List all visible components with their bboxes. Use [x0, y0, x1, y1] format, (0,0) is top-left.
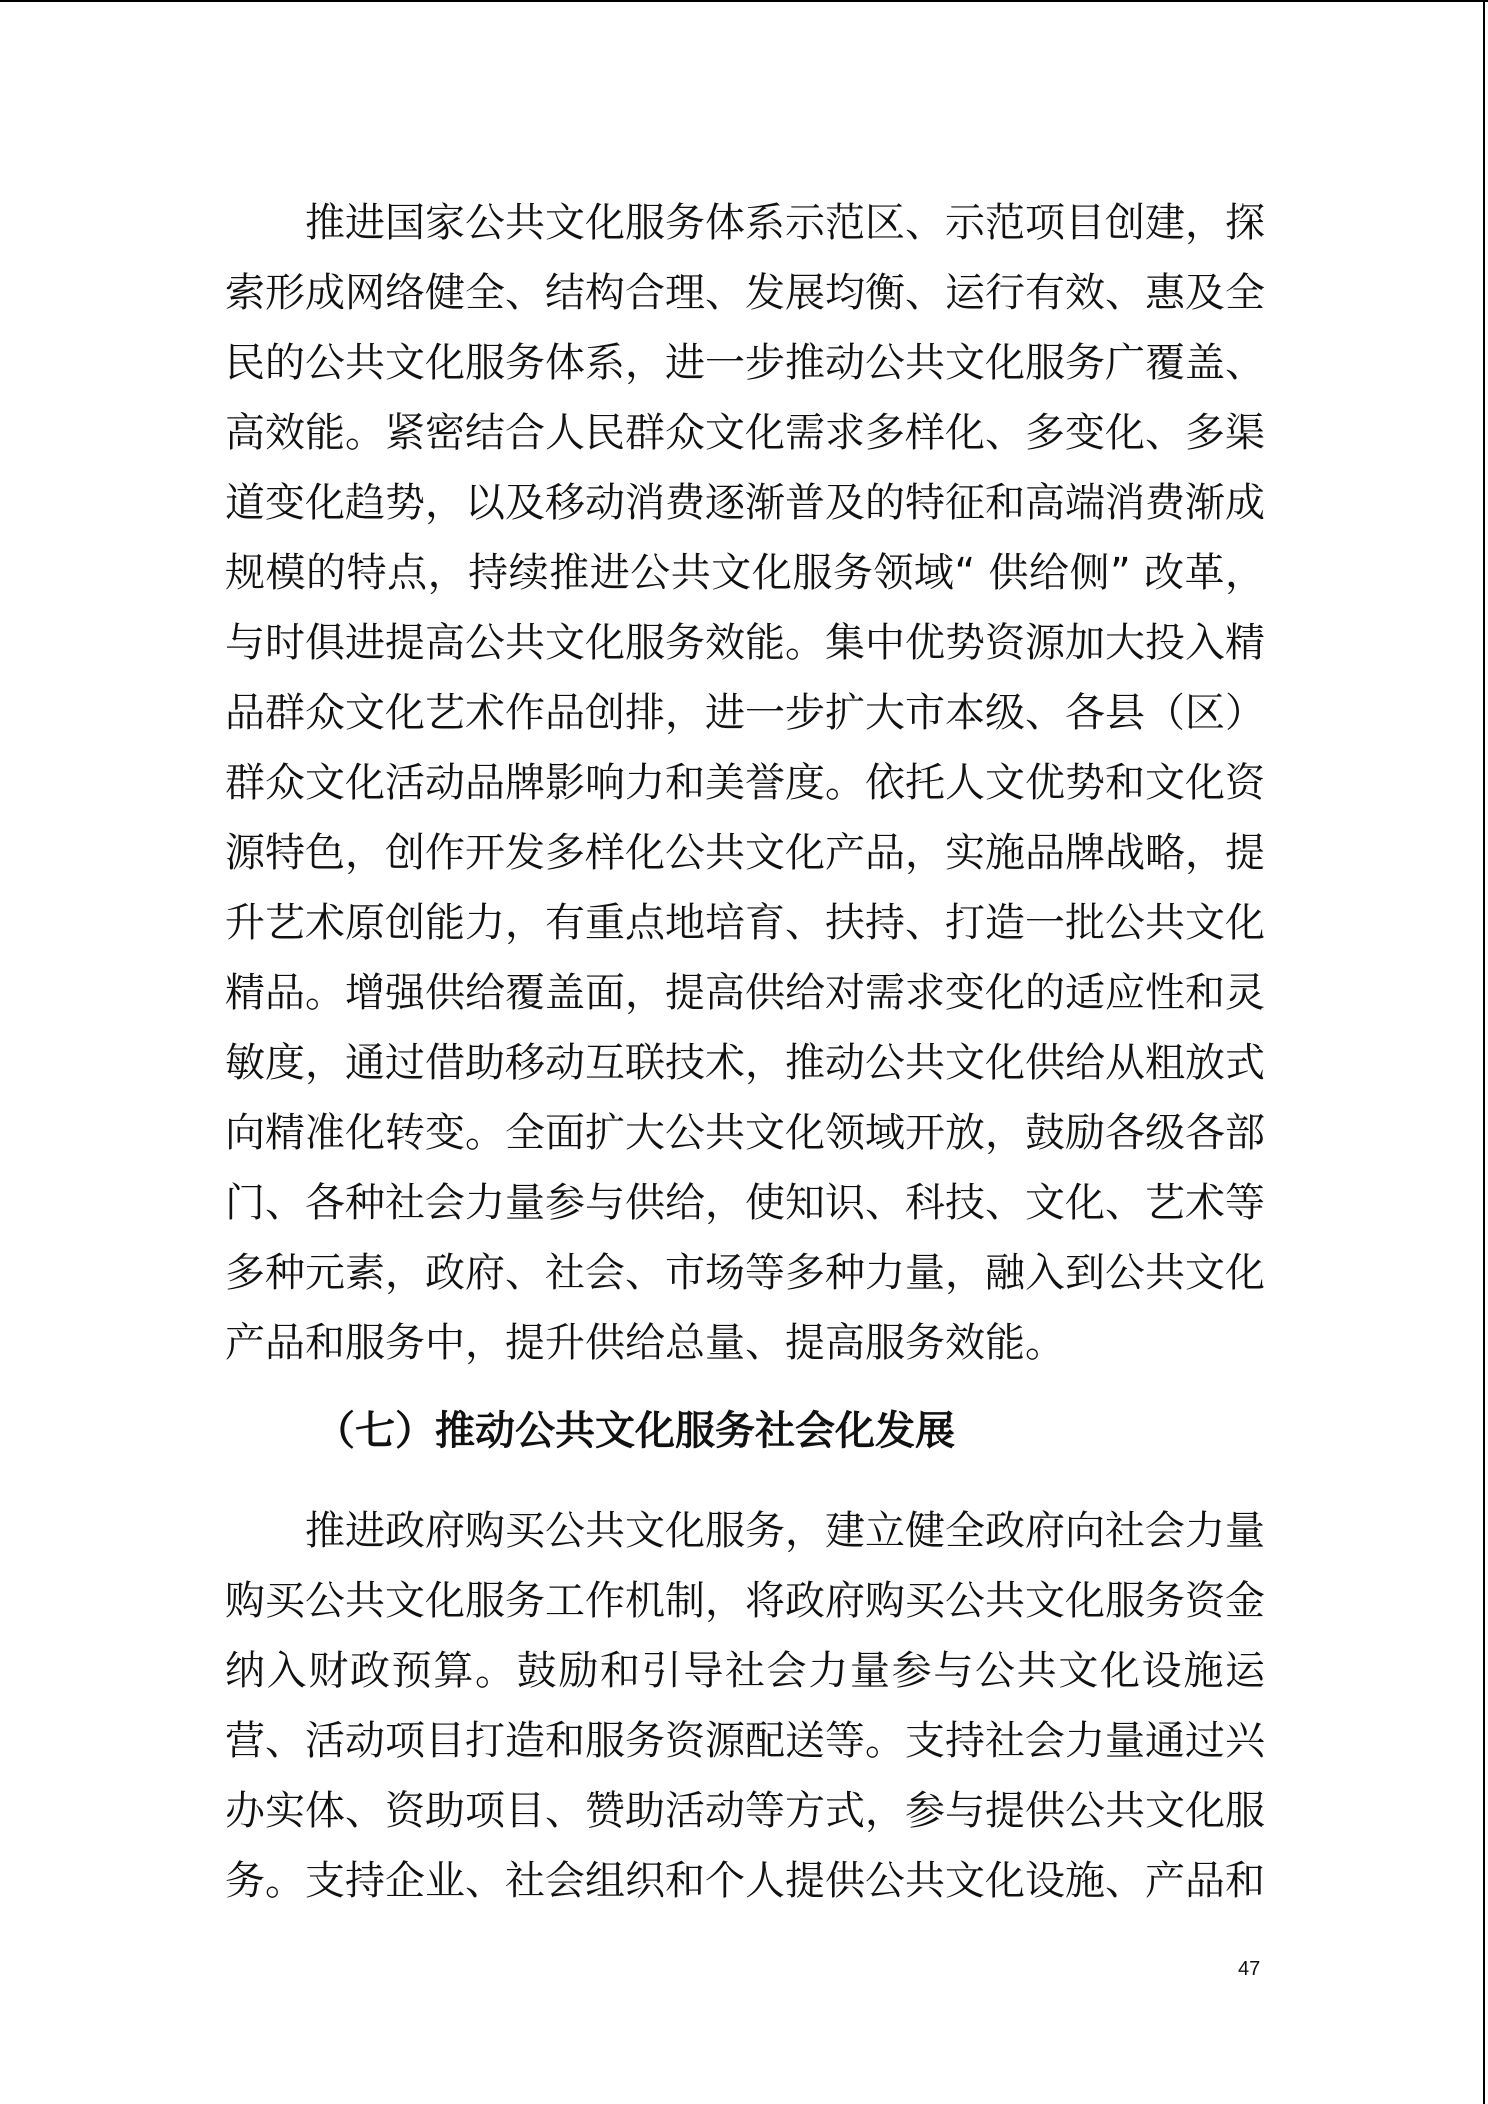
paragraph-1-line: 敏度，通过借助移动互联技术，推动公共文化供给从粗放式 — [225, 1040, 1265, 1086]
paragraph-1-line: 与时俱进提高公共文化服务效能。集中优势资源加大投入精 — [225, 620, 1265, 666]
paragraph-1-line: 高效能。紧密结合人民群众文化需求多样化、多变化、多渠 — [225, 410, 1265, 456]
page-top-border — [0, 0, 1488, 2]
paragraph-2-line: 务。支持企业、社会组织和个人提供公共文化设施、产品和 — [225, 1858, 1265, 1904]
paragraph-1-line: 道变化趋势，以及移动消费逐渐普及的特征和高端消费渐成 — [225, 480, 1265, 526]
paragraph-1-line: 品群众文化艺术作品创排，进一步扩大市本级、各县（区） — [225, 690, 1265, 736]
paragraph-1-line: 多种元素，政府、社会、市场等多种力量，融入到公共文化 — [225, 1250, 1265, 1296]
paragraph-1-line: 推进国家公共文化服务体系示范区、示范项目创建，探 — [305, 200, 1265, 246]
paragraph-1-line: 精品。增强供给覆盖面，提高供给对需求变化的适应性和灵 — [225, 970, 1265, 1016]
paragraph-1-line: 源特色，创作开发多样化公共文化产品，实施品牌战略，提 — [225, 830, 1265, 876]
paragraph-1-line: 门、各种社会力量参与供给，使知识、科技、文化、艺术等 — [225, 1180, 1265, 1226]
paragraph-1-line: 民的公共文化服务体系，进一步推动公共文化服务广覆盖、 — [225, 340, 1265, 386]
paragraph-1-line: 升艺术原创能力，有重点地培育、扶持、打造一批公共文化 — [225, 900, 1265, 946]
paragraph-1-line: 群众文化活动品牌影响力和美誉度。依托人文优势和文化资 — [225, 760, 1265, 806]
page-right-border — [1483, 0, 1485, 2104]
paragraph-2-line: 购买公共文化服务工作机制，将政府购买公共文化服务资金 — [225, 1578, 1265, 1624]
paragraph-2-line: 纳入财政预算。鼓励和引导社会力量参与公共文化设施运 — [225, 1648, 1265, 1694]
paragraph-1-line: 向精准化转变。全面扩大公共文化领域开放，鼓励各级各部 — [225, 1110, 1265, 1156]
page-number: 47 — [1238, 1958, 1261, 1980]
paragraph-1-line: 索形成网络健全、结构合理、发展均衡、运行有效、惠及全 — [225, 270, 1265, 316]
paragraph-1-line: 规模的特点，持续推进公共文化服务领域“ 供给侧” 改革， — [225, 550, 1265, 596]
paragraph-2-line: 推进政府购买公共文化服务，建立健全政府向社会力量 — [305, 1508, 1265, 1554]
paragraph-1-line: 产品和服务中，提升供给总量、提高服务效能。 — [225, 1320, 1065, 1366]
paragraph-2-line: 营、活动项目打造和服务资源配送等。支持社会力量通过兴 — [225, 1718, 1265, 1764]
section-heading: （七）推动公共文化服务社会化发展 — [315, 1408, 955, 1454]
paragraph-2-line: 办实体、资助项目、赞助活动等方式，参与提供公共文化服 — [225, 1788, 1265, 1834]
